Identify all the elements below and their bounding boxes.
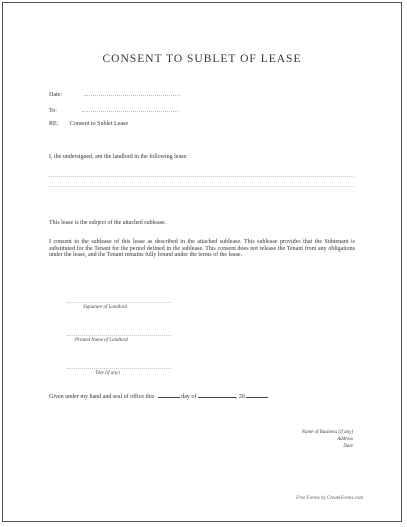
seal-line-year-prefix: , 20 — [235, 394, 245, 400]
document-title: CONSENT TO SUBLET OF LEASE — [102, 53, 302, 65]
intro-text: I, the undersigned, am the landlord in the following lease: — [49, 154, 188, 160]
business-name-label: Name of Business (if any) — [301, 430, 353, 435]
title-label: Title (if any) — [95, 371, 120, 376]
date-value-line[interactable] — [84, 90, 180, 96]
re-field — [49, 121, 128, 127]
month-blank[interactable] — [198, 392, 236, 398]
date-label: Date: — [49, 92, 62, 98]
to-value-line[interactable] — [82, 106, 178, 112]
seal-line — [49, 392, 268, 400]
landlord-signature-line[interactable] — [67, 302, 171, 303]
seal-line-prefix: Given under my hand and seal of office this — [49, 394, 155, 400]
re-label: RE: — [49, 121, 59, 127]
to-label: To: — [49, 108, 57, 114]
address-date-label: Date — [343, 444, 353, 449]
lease-description-line-1[interactable] — [49, 176, 354, 177]
landlord-signature-label: Signature of Landlord — [83, 305, 128, 310]
date-field — [49, 90, 180, 98]
consent-heading: This lease is the subject of the attached sublease. — [49, 220, 167, 226]
address-label: Address — [337, 437, 353, 442]
year-blank[interactable] — [246, 392, 268, 398]
title-line[interactable] — [67, 368, 171, 369]
document-page — [2, 2, 402, 522]
consent-body: I consent to the sublease of this lease as described in the attached sublease. This sublease provides that the Subtenant is substituted for the Tenant for the period defined in the sublease. This consent does not release the Tenant from any obligations under the lease, and the Tenant remains fully bound under the terms of the lease. — [49, 239, 355, 258]
printed-name-line[interactable] — [67, 335, 171, 336]
day-blank[interactable] — [158, 392, 180, 398]
seal-line-day-of: day of — [181, 394, 197, 400]
to-field — [49, 106, 178, 114]
printed-name-label: Printed Name of Landlord — [75, 338, 128, 343]
footer-credit: Free Forms by CreateForms.com — [296, 496, 363, 501]
re-value: Consent to Sublet Lease — [69, 121, 129, 127]
lease-description-line-2[interactable] — [49, 186, 354, 187]
